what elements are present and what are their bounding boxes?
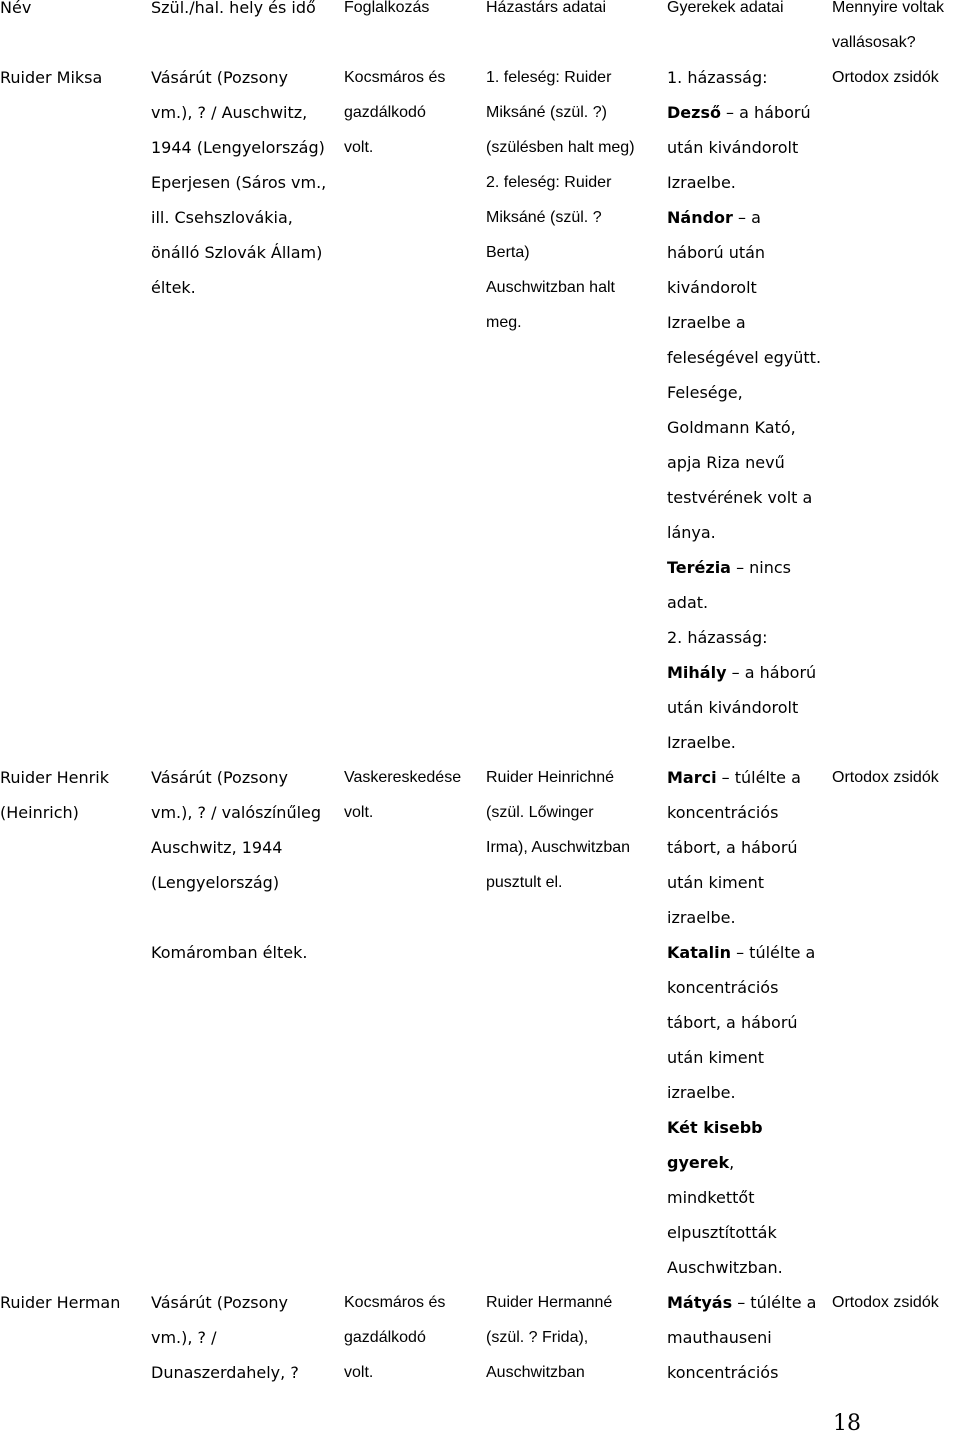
- children-line: Goldmann Kató,: [667, 418, 796, 437]
- children-line: mindkettőt: [667, 1188, 755, 1207]
- row1-name: Ruider Miksa: [0, 68, 103, 87]
- header-religion: vallásosak?: [832, 34, 916, 51]
- row1-spouse-line: Miksáné (szül. ?): [486, 104, 607, 121]
- row1-birth-line: önálló Szlovák Állam): [151, 243, 323, 262]
- row1-birth-line: ill. Csehszlovákia,: [151, 208, 293, 227]
- child-name: Terézia: [667, 558, 731, 577]
- page-number: 18: [833, 1411, 861, 1436]
- row1-spouse-line: 1. feleség: Ruider: [486, 69, 612, 86]
- row1-occupation-cell: [344, 60, 484, 165]
- row2-spouse-line: (szül. Lőwinger: [486, 804, 594, 821]
- row3-occupation-cell: [344, 1285, 484, 1390]
- children-line: Két kisebb: [667, 1118, 763, 1137]
- row1-spouse-line: 2. feleség: Ruider: [486, 174, 612, 191]
- row1-birth-line: Eperjesen (Sáros vm.,: [151, 173, 327, 192]
- children-line: feleségével együtt.: [667, 348, 822, 367]
- row2-name-alt: (Heinrich): [0, 803, 79, 822]
- row3-spouse-line: Auschwitzban: [486, 1364, 585, 1381]
- row2-spouse-cell: [486, 760, 664, 900]
- row1-occupation-line: gazdálkodó: [344, 104, 426, 121]
- row1-birth-cell: [151, 60, 339, 305]
- children-line: Felesége,: [667, 383, 743, 402]
- row1-spouse-cell: [486, 60, 664, 340]
- children-line: [667, 200, 829, 235]
- header-occupation-cell: [344, 0, 484, 25]
- children-line: Izraelbe.: [667, 733, 736, 752]
- children-line: után kivándorolt: [667, 698, 799, 717]
- header-birth-death: Szül./hal. hely és idő: [151, 0, 316, 17]
- row1-spouse-line: Miksáné (szül. ?: [486, 209, 602, 226]
- row1-spouse-line: Auschwitzban halt: [486, 279, 615, 296]
- row3-birth-line: Vásárút (Pozsony: [151, 1293, 288, 1312]
- row1-spouse-line: meg.: [486, 314, 522, 331]
- row2-children-cell: [667, 760, 829, 1285]
- header-occupation: Foglalkozás: [344, 0, 430, 16]
- header-children-cell: [667, 0, 829, 25]
- children-line: kivándorolt: [667, 278, 757, 297]
- row1-occupation-line: Kocsmáros és: [344, 69, 446, 86]
- child-name: Marci: [667, 768, 717, 787]
- children-line: tábort, a háború: [667, 838, 798, 857]
- children-text: – túlélte a: [731, 943, 816, 962]
- row2-name: Ruider Henrik: [0, 768, 109, 787]
- children-text: – a háború: [726, 663, 817, 682]
- row1-children-cell: [667, 60, 829, 760]
- row3-birth-line: Dunaszerdahely, ?: [151, 1363, 299, 1382]
- header-religion-cell: [832, 0, 960, 60]
- row1-name-cell: [0, 60, 148, 95]
- children-line: izraelbe.: [667, 908, 736, 927]
- row3-birth-cell: [151, 1285, 339, 1390]
- children-line: 1. házasság:: [667, 68, 768, 87]
- row3-birth-line: vm.), ? /: [151, 1328, 217, 1347]
- child-name: gyerek: [667, 1153, 730, 1172]
- row2-birth-cell: [151, 760, 339, 970]
- children-line: lánya.: [667, 523, 716, 542]
- children-line: Izraelbe.: [667, 173, 736, 192]
- children-text: – a: [732, 208, 761, 227]
- children-text: – túlélte a: [716, 768, 801, 787]
- row2-spouse-line: Ruider Heinrichné: [486, 769, 615, 786]
- row2-spouse-line: Irma), Auschwitzban: [486, 839, 631, 856]
- children-line: testvérének volt a: [667, 488, 813, 507]
- children-line: [667, 1285, 829, 1320]
- header-children: Gyerekek adatai: [667, 0, 784, 16]
- row2-religion: Ortodox zsidók: [832, 769, 939, 786]
- children-line: adat.: [667, 593, 709, 612]
- row2-birth-line: Vásárút (Pozsony: [151, 768, 288, 787]
- row2-religion-cell: [832, 760, 960, 795]
- row3-religion: Ortodox zsidók: [832, 1294, 939, 1311]
- row2-name-cell: [0, 760, 148, 830]
- children-line: háború után: [667, 243, 766, 262]
- row3-children-cell: [667, 1285, 829, 1390]
- row2-occupation-cell: [344, 760, 484, 830]
- children-line: elpusztították: [667, 1223, 777, 1242]
- header-birth-cell: [151, 0, 339, 25]
- children-line: [667, 655, 829, 690]
- children-line: koncentrációs: [667, 1363, 779, 1382]
- children-line: mauthauseni: [667, 1328, 772, 1347]
- children-text: ,: [729, 1153, 735, 1172]
- row1-birth-line: 1944 (Lengyelország): [151, 138, 325, 157]
- row3-spouse-line: (szül. ? Frida),: [486, 1329, 589, 1346]
- header-spouse: Házastárs adatai: [486, 0, 607, 16]
- row1-spouse-line: Berta): [486, 244, 530, 261]
- header-name: Név: [0, 0, 32, 17]
- row2-spouse-line: pusztult el.: [486, 874, 563, 891]
- children-line: után kiment: [667, 1048, 764, 1067]
- row1-birth-line: Vásárút (Pozsony: [151, 68, 288, 87]
- header-religion: Mennyire voltak: [832, 0, 945, 16]
- children-text: – a háború: [720, 103, 811, 122]
- child-name: Nándor: [667, 208, 733, 227]
- row2-birth-line: (Lengyelország): [151, 873, 280, 892]
- row2-birth-line: vm.), ? / valószínűleg: [151, 803, 322, 822]
- children-line: koncentrációs: [667, 978, 779, 997]
- child-name: Mátyás: [667, 1293, 733, 1312]
- row2-birth-line: Auschwitz, 1944: [151, 838, 283, 857]
- row3-occupation-line: volt.: [344, 1364, 374, 1381]
- children-line: után kiment: [667, 873, 764, 892]
- children-line: [667, 935, 829, 970]
- children-line: [667, 550, 829, 585]
- header-name-cell: [0, 0, 148, 25]
- children-line: [667, 95, 829, 130]
- children-line: Izraelbe a: [667, 313, 746, 332]
- children-text: – nincs: [730, 558, 792, 577]
- row1-religion: Ortodox zsidók: [832, 69, 939, 86]
- row2-birth-line: [151, 900, 339, 935]
- row3-spouse-line: Ruider Hermanné: [486, 1294, 613, 1311]
- row3-spouse-cell: [486, 1285, 664, 1390]
- children-line: 2. házasság:: [667, 628, 768, 647]
- row3-occupation-line: gazdálkodó: [344, 1329, 426, 1346]
- row1-birth-line: vm.), ? / Auschwitz,: [151, 103, 308, 122]
- child-name: Dezső: [667, 103, 721, 122]
- row1-spouse-line: (szülésben halt meg): [486, 139, 635, 156]
- header-spouse-cell: [486, 0, 664, 25]
- children-line: apja Riza nevű: [667, 453, 785, 472]
- row3-occupation-line: Kocsmáros és: [344, 1294, 446, 1311]
- children-line: izraelbe.: [667, 1083, 736, 1102]
- children-text: – túlélte a: [732, 1293, 817, 1312]
- row3-religion-cell: [832, 1285, 960, 1320]
- row3-name-cell: [0, 1285, 148, 1320]
- child-name: Katalin: [667, 943, 731, 962]
- row2-occupation-line: volt.: [344, 804, 374, 821]
- row1-birth-line: éltek.: [151, 278, 196, 297]
- children-line: után kivándorolt: [667, 138, 799, 157]
- children-line: tábort, a háború: [667, 1013, 798, 1032]
- row2-occupation-line: Vaskereskedése: [344, 769, 462, 786]
- row1-occupation-line: volt.: [344, 139, 374, 156]
- child-name: Mihály: [667, 663, 727, 682]
- children-line: Auschwitzban.: [667, 1258, 783, 1277]
- children-line: koncentrációs: [667, 803, 779, 822]
- row3-name: Ruider Herman: [0, 1293, 121, 1312]
- children-line: [667, 1145, 829, 1180]
- row1-religion-cell: [832, 60, 960, 95]
- row2-birth-line: Komáromban éltek.: [151, 943, 308, 962]
- children-line: [667, 760, 829, 795]
